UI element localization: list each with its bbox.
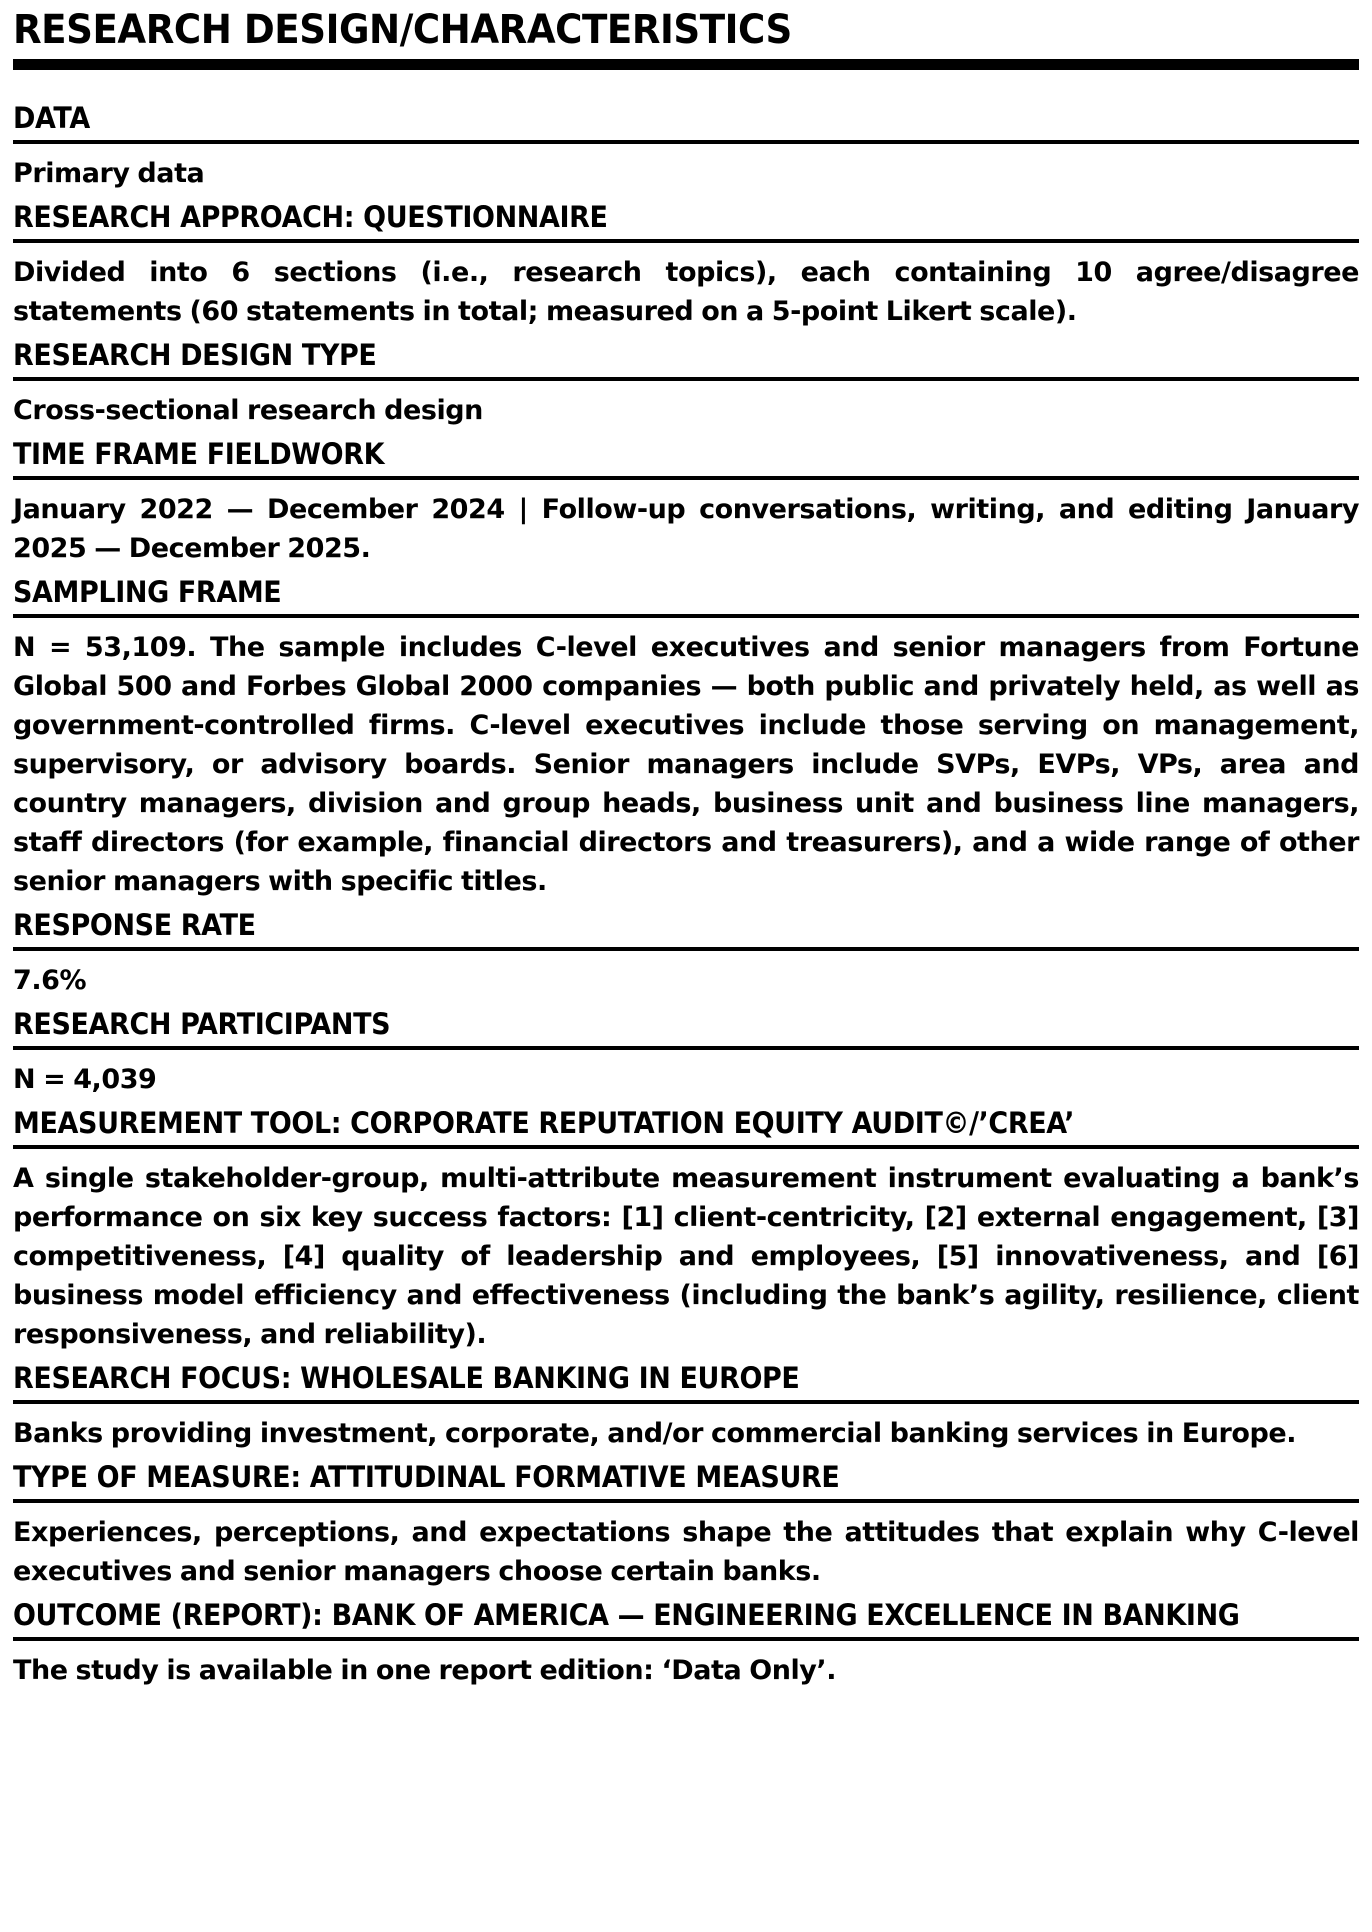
section-divider (13, 1637, 1359, 1641)
section-value: 7.6% (13, 965, 87, 996)
section-label: RESEARCH APPROACH: QUESTIONNAIRE (13, 200, 608, 234)
section-outcome-report (13, 1595, 1359, 1690)
section-value: Divided into 6 sections (i.e., research topics), each containing 10 agree/disagree statements (60 statements in total; measured on a 5-point Likert scale). (13, 257, 1359, 327)
section-research-focus (13, 1358, 1359, 1453)
section-sampling-frame (13, 572, 1359, 901)
section-label: SAMPLING FRAME (13, 575, 282, 609)
section-value: Experiences, perceptions, and expectations shape the attitudes that explain why C-level executives and senior managers choose certain banks. (13, 1517, 1359, 1587)
section-label: TYPE OF MEASURE: ATTITUDINAL FORMATIVE MEASURE (13, 1460, 840, 1494)
section-data (13, 98, 1359, 193)
section-divider (13, 140, 1359, 144)
section-value: N = 53,109. The sample includes C-level executives and senior managers from Fortune Global 500 and Forbes Global 2000 companies — both public and privately held, as well as government-controlled firms. C-level executives include those serving on management, supervisory, or advisory boards. Senior managers include SVPs, EVPs, VPs, area and country managers, division and group heads, business unit and business line managers, staff directors (for example, financial directors and treasurers), and a wide range of other senior managers with specific titles. (13, 632, 1359, 897)
section-measurement-tool (13, 1103, 1359, 1354)
section-label: TIME FRAME FIELDWORK (13, 437, 385, 471)
section-value: Primary data (13, 158, 205, 189)
section-divider (13, 1145, 1359, 1149)
section-value: A single stakeholder-group, multi-attribute measurement instrument evaluating a bank’s performance on six key success factors: [1] client-centricity, [2] external engagement, [3] competitiveness, [4] quality of leadership and employees, [5] innovativeness, and [6] business model efficiency and effectiveness (including the bank’s agility, resilience, client responsiveness, and reliability). (13, 1163, 1359, 1350)
section-divider (13, 1046, 1359, 1050)
section-divider (13, 1400, 1359, 1404)
section-research-participants (13, 1004, 1359, 1099)
section-research-approach (13, 197, 1359, 331)
section-label: RESEARCH FOCUS: WHOLESALE BANKING IN EUROPE (13, 1361, 800, 1395)
section-type-of-measure (13, 1457, 1359, 1591)
section-divider (13, 377, 1359, 381)
document-title: RESEARCH DESIGN/CHARACTERISTICS (13, 7, 792, 53)
section-label: MEASUREMENT TOOL: CORPORATE REPUTATION EQUITY AUDIT©/’CREA’ (13, 1106, 1075, 1140)
title-divider (13, 59, 1359, 70)
section-label: OUTCOME (REPORT): BANK OF AMERICA — ENGINEERING EXCELLENCE IN BANKING (13, 1598, 1240, 1632)
section-label: RESPONSE RATE (13, 908, 256, 942)
section-divider (13, 1499, 1359, 1503)
section-divider (13, 614, 1359, 618)
section-value: N = 4,039 (13, 1064, 157, 1095)
section-label: RESEARCH PARTICIPANTS (13, 1007, 391, 1041)
section-response-rate (13, 905, 1359, 1000)
section-label: DATA (13, 101, 90, 135)
section-value: The study is available in one report edition: ‘Data Only’. (13, 1655, 837, 1686)
section-value: Banks providing investment, corporate, and/or commercial banking services in Europe. (13, 1418, 1297, 1449)
section-value: Cross-sectional research design (13, 395, 483, 426)
section-value: January 2022 — December 2024 | Follow-up conversations, writing, and editing January 2025 — December 2025. (13, 494, 1359, 564)
sections-list (13, 98, 1359, 1690)
section-divider (13, 947, 1359, 951)
section-label: RESEARCH DESIGN TYPE (13, 338, 377, 372)
section-divider (13, 476, 1359, 480)
section-divider (13, 239, 1359, 243)
section-research-design-type (13, 335, 1359, 430)
section-time-frame (13, 434, 1359, 568)
